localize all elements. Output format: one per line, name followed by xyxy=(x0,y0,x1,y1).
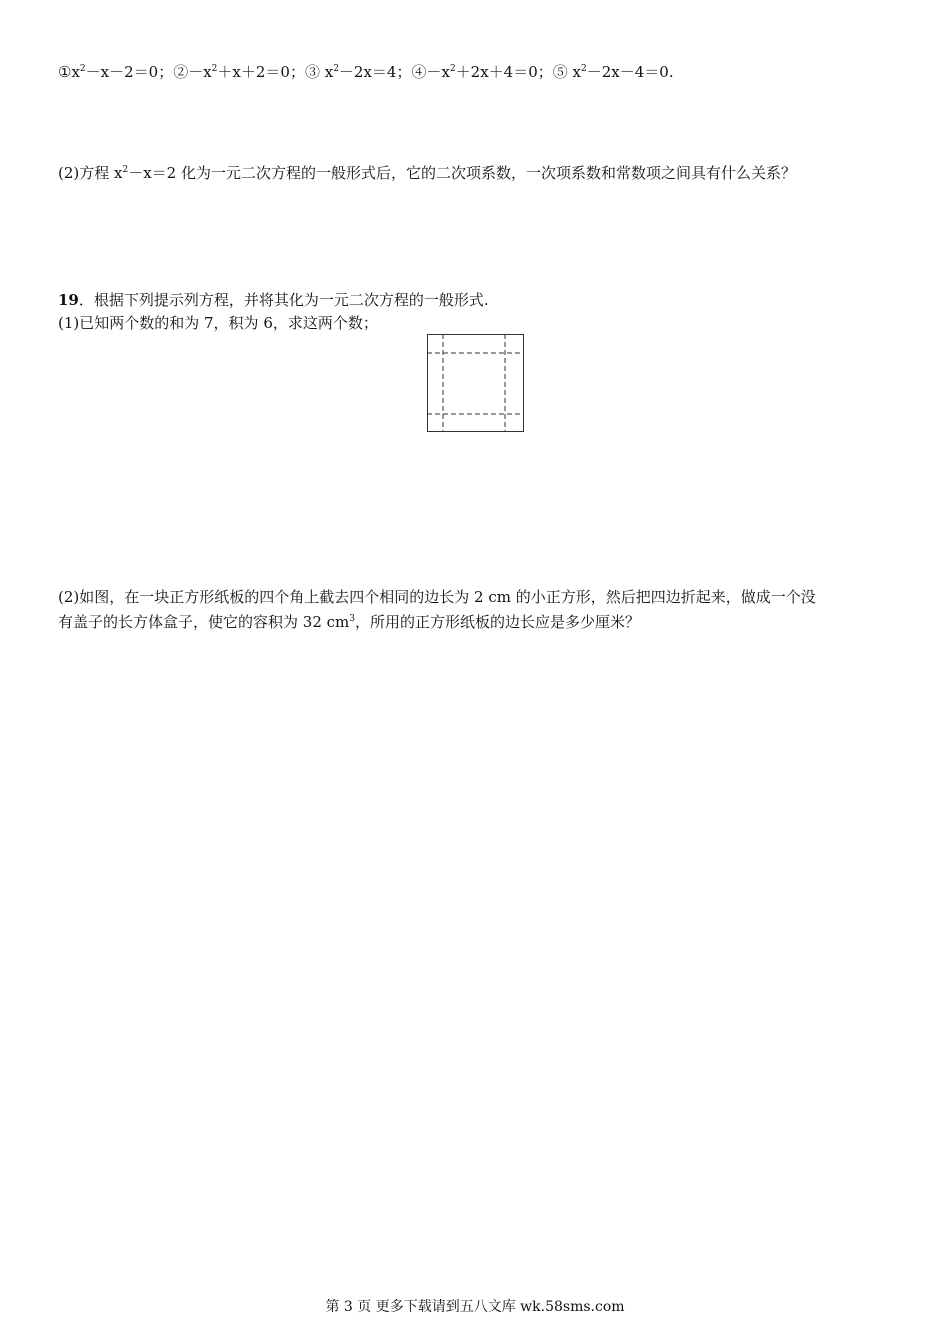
question-19-part-2-line-1: (2)如图，在一块正方形纸板的四个角上截去四个相同的边长为 2 cm 的小正方形，然后把四边折起来，做成一个没 xyxy=(58,588,816,606)
superscript: 2 xyxy=(211,64,218,74)
equation-1-part: ①x xyxy=(58,63,80,81)
question-19-part-2-line-2 xyxy=(58,612,640,632)
superscript: 2 xyxy=(449,64,456,74)
question-19-heading xyxy=(58,290,489,310)
question-19-part-1: (1)已知两个数的和为 7，积为 6，求这两个数； xyxy=(58,314,378,332)
equation-1-part: －x－2＝0； xyxy=(85,63,174,81)
equation-5-part: ⑤ x xyxy=(552,63,581,81)
cardboard-outline xyxy=(428,335,524,432)
equation-2-part: ＋x＋2＝0； xyxy=(217,63,305,81)
superscript: 2 xyxy=(333,64,339,74)
question-number: 19 xyxy=(58,291,79,309)
square-cardboard-figure xyxy=(427,334,524,432)
superscript: 3 xyxy=(349,614,355,624)
page-footer: 第 3 页 更多下载请到五八文库 wk.58sms.com xyxy=(325,1299,625,1315)
question-text: －x＝2 化为一元二次方程的一般形式后，它的二次项系数，一次项系数和常数项之间具有什么关系？ xyxy=(128,164,796,182)
superscript: 2 xyxy=(79,64,86,74)
question-text: (2)方程 x xyxy=(58,164,123,182)
question-text: 有盖子的长方体盒子，使它的容积为 32 cm xyxy=(58,613,350,631)
equation-4-part: ④－x xyxy=(411,63,450,81)
equation-5-part: －2x－4＝0. xyxy=(586,63,674,81)
equation-3-part: ③ x xyxy=(304,63,334,81)
question-18-part-2 xyxy=(58,163,796,183)
equation-2-part: ②－x xyxy=(173,63,212,81)
question-title: ．根据下列提示列方程，并将其化为一元二次方程的一般形式. xyxy=(78,291,489,309)
question-text: ，所用的正方形纸板的边长应是多少厘米？ xyxy=(354,613,640,631)
superscript: 2 xyxy=(122,165,129,175)
equations-line xyxy=(58,62,674,82)
superscript: 2 xyxy=(581,64,587,74)
equation-4-part: ＋2x＋4＝0； xyxy=(455,63,553,81)
equation-3-part: －2x＝4； xyxy=(338,63,412,81)
